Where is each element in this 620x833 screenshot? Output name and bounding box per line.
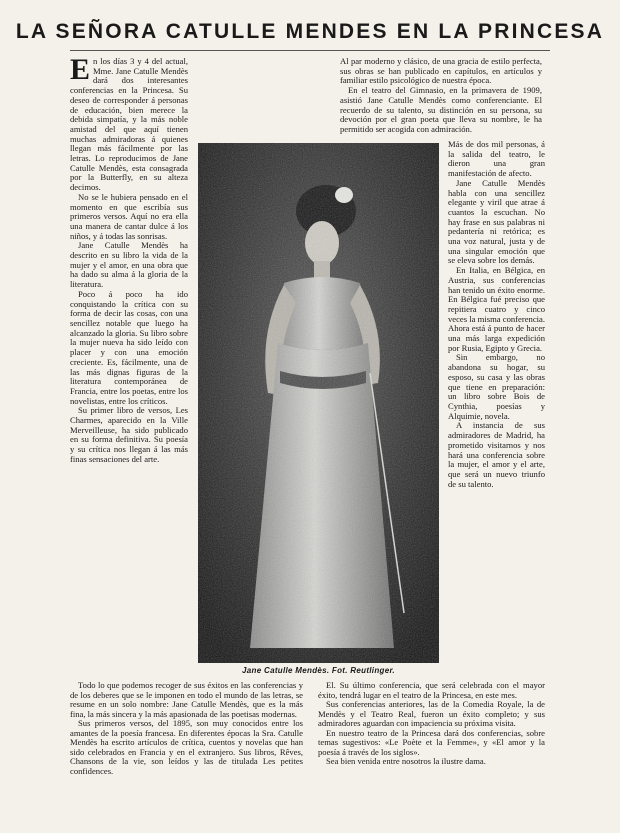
paragraph: En nuestro teatro de la Princesa dará dos conferencias, sobre temas sugestivos: «Le Poète et la Femme», y «El amor y la poesía á través de los siglos». (318, 727, 545, 757)
article-bottom-left (70, 681, 303, 811)
paragraph: En Italia, en Bélgica, en Austria, sus conferencias han tenido un éxito enorme. En Bélgica fué preciso que repitiera cuatro y cinco veces la misma conferencia. Ahora está á punto de hacer una más larga expedición por Rusia, Egipto y Grecia. (448, 265, 545, 353)
paragraph: Sin embargo, no abandona su hogar, su esposo, su casa y las obras que tiene en preparación: un libro sobre Bois de Cynthia, poesías y Alquimie, novela. (448, 352, 545, 421)
article-column-left (70, 57, 188, 675)
paragraph: Todo lo que podemos recoger de sus éxitos en las conferencias y de los deberes que se le imponen en todo el mundo de las letras, se resume en un solo nombre: Jane Catulle Mendès, que es la más fina, la más sincera y la más apasionada de las poetisas modernas. (70, 681, 303, 719)
article-title: LA SEÑORA CATULLE MENDES EN LA PRINCESA (15, 20, 605, 43)
drop-cap: E (70, 57, 91, 86)
photo-caption: Jane Catulle Mendès. Fot. Reutlinger. (242, 666, 395, 675)
paragraph: Jane Catulle Mendès ha descrito en su libro la vida de la mujer y el amor, en una obra que ha dado su alma á la gloria de la literatura. (70, 240, 188, 290)
portrait-photo (198, 143, 439, 663)
paragraph: Poco á poco ha ido conquistando la crítica con su forma de decir las cosas, con una sencillez notable que luego ha alcanzado la gloria. Su libro sobre la mujer nueva ha sido leído con placer y con una emoción creciente. Es, fácilmente, una de las más dignas figuras de la literatura contemporánea de Francia, entre los poetas, entre los novelistas, entre los críticos. (70, 288, 188, 406)
paragraph: n los días 3 y 4 del actual, Mme. Jane Catulle Mendès dará dos interesantes conferencias en la Princesa. Su deseo de corresponder á personas de educación, bien merece la debida simpatía, y la más noble amistad del que aquí tienen muchas admiradoras á quienes llegan más fácilmente por las letras. Lo reproducimos de Jane Catulle Mendès, esta consagrada por la Butterfly, en su alteza decimos. (70, 57, 188, 193)
paragraph: Sus primeros versos, del 1895, son muy conocidos entre los amantes de la poesía francesa. En diferentes épocas la Sra. Catulle Mendès ha escrito artículos de crítica, cuentos y novelas que han sido celebrados en Francia y en el extranjero. Sus libros, Rêves, Chansons de la vie, son leídos y las de titulada Les petites confidences. (70, 718, 303, 776)
paragraph: No se le hubiera pensado en el momento en que escribía sus primeros versos. Aquí no era ella una manera de cantar dulce á los niños, y á todas las sonrisas. (70, 191, 188, 241)
title-rule (70, 50, 550, 51)
paragraph: A instancia de sus admiradores de Madrid, ha prometido visitarnos y nos hará una conferencia sobre la mujer, el amor y el arte, que será un nuevo triunfo de su talento. (448, 420, 545, 489)
paragraph: Más de dos mil personas, á la salida del teatro, le dieron una gran manifestación de afecto. (448, 140, 545, 179)
portrait-illustration (198, 143, 439, 663)
paragraph: En el teatro del Gimnasio, en la primavera de 1909, asistió Jane Catulle Mendès como conferenciante. El recuerdo de su talento, su distinción en su persona, su devoción por el gran poeta que lleva su nombre, le ha permitido ser acogida con admiración. (340, 85, 542, 134)
paragraph: Sus conferencias anteriores, las de la Comedia Royale, la de Mendès y el Teatro Real, fueron un éxito completo; y sus admiradores aguardan con impaciencia su próxima visita. (318, 699, 545, 728)
paragraph: Su primer libro de versos, Les Charmes, aparecido en la Ville Merveilleuse, ha sido publicado en su forma definitiva. Su poesía y su crítica nos llegan á las más finas sensaciones del arte. (70, 405, 188, 464)
paragraph: Al par moderno y clásico, de una gracia de estilo perfecta, sus obras se han publicado en capítulos, en artículos y familiar estilo psicológico de nuestra época. (340, 57, 542, 86)
paragraph: Jane Catulle Mendès habla con una sencillez elegante y viril que atrae á cuantos la escuchan. No hay frase en sus palabras ni pedantería ni retórica; es una voz natural, justa y de una singular emoción que se eleva sobre los demás. (448, 177, 545, 266)
article-column-top-right (340, 57, 542, 140)
paragraph: El. Su último conferencia, que será celebrada con el mayor éxito, tendrá lugar en el teatro de la Princesa, en este mes. (318, 681, 545, 700)
article-column-right (448, 140, 545, 665)
paragraph: Sea bien venida entre nosotros la ilustre dama. (326, 756, 486, 766)
article-bottom-right (318, 681, 545, 811)
